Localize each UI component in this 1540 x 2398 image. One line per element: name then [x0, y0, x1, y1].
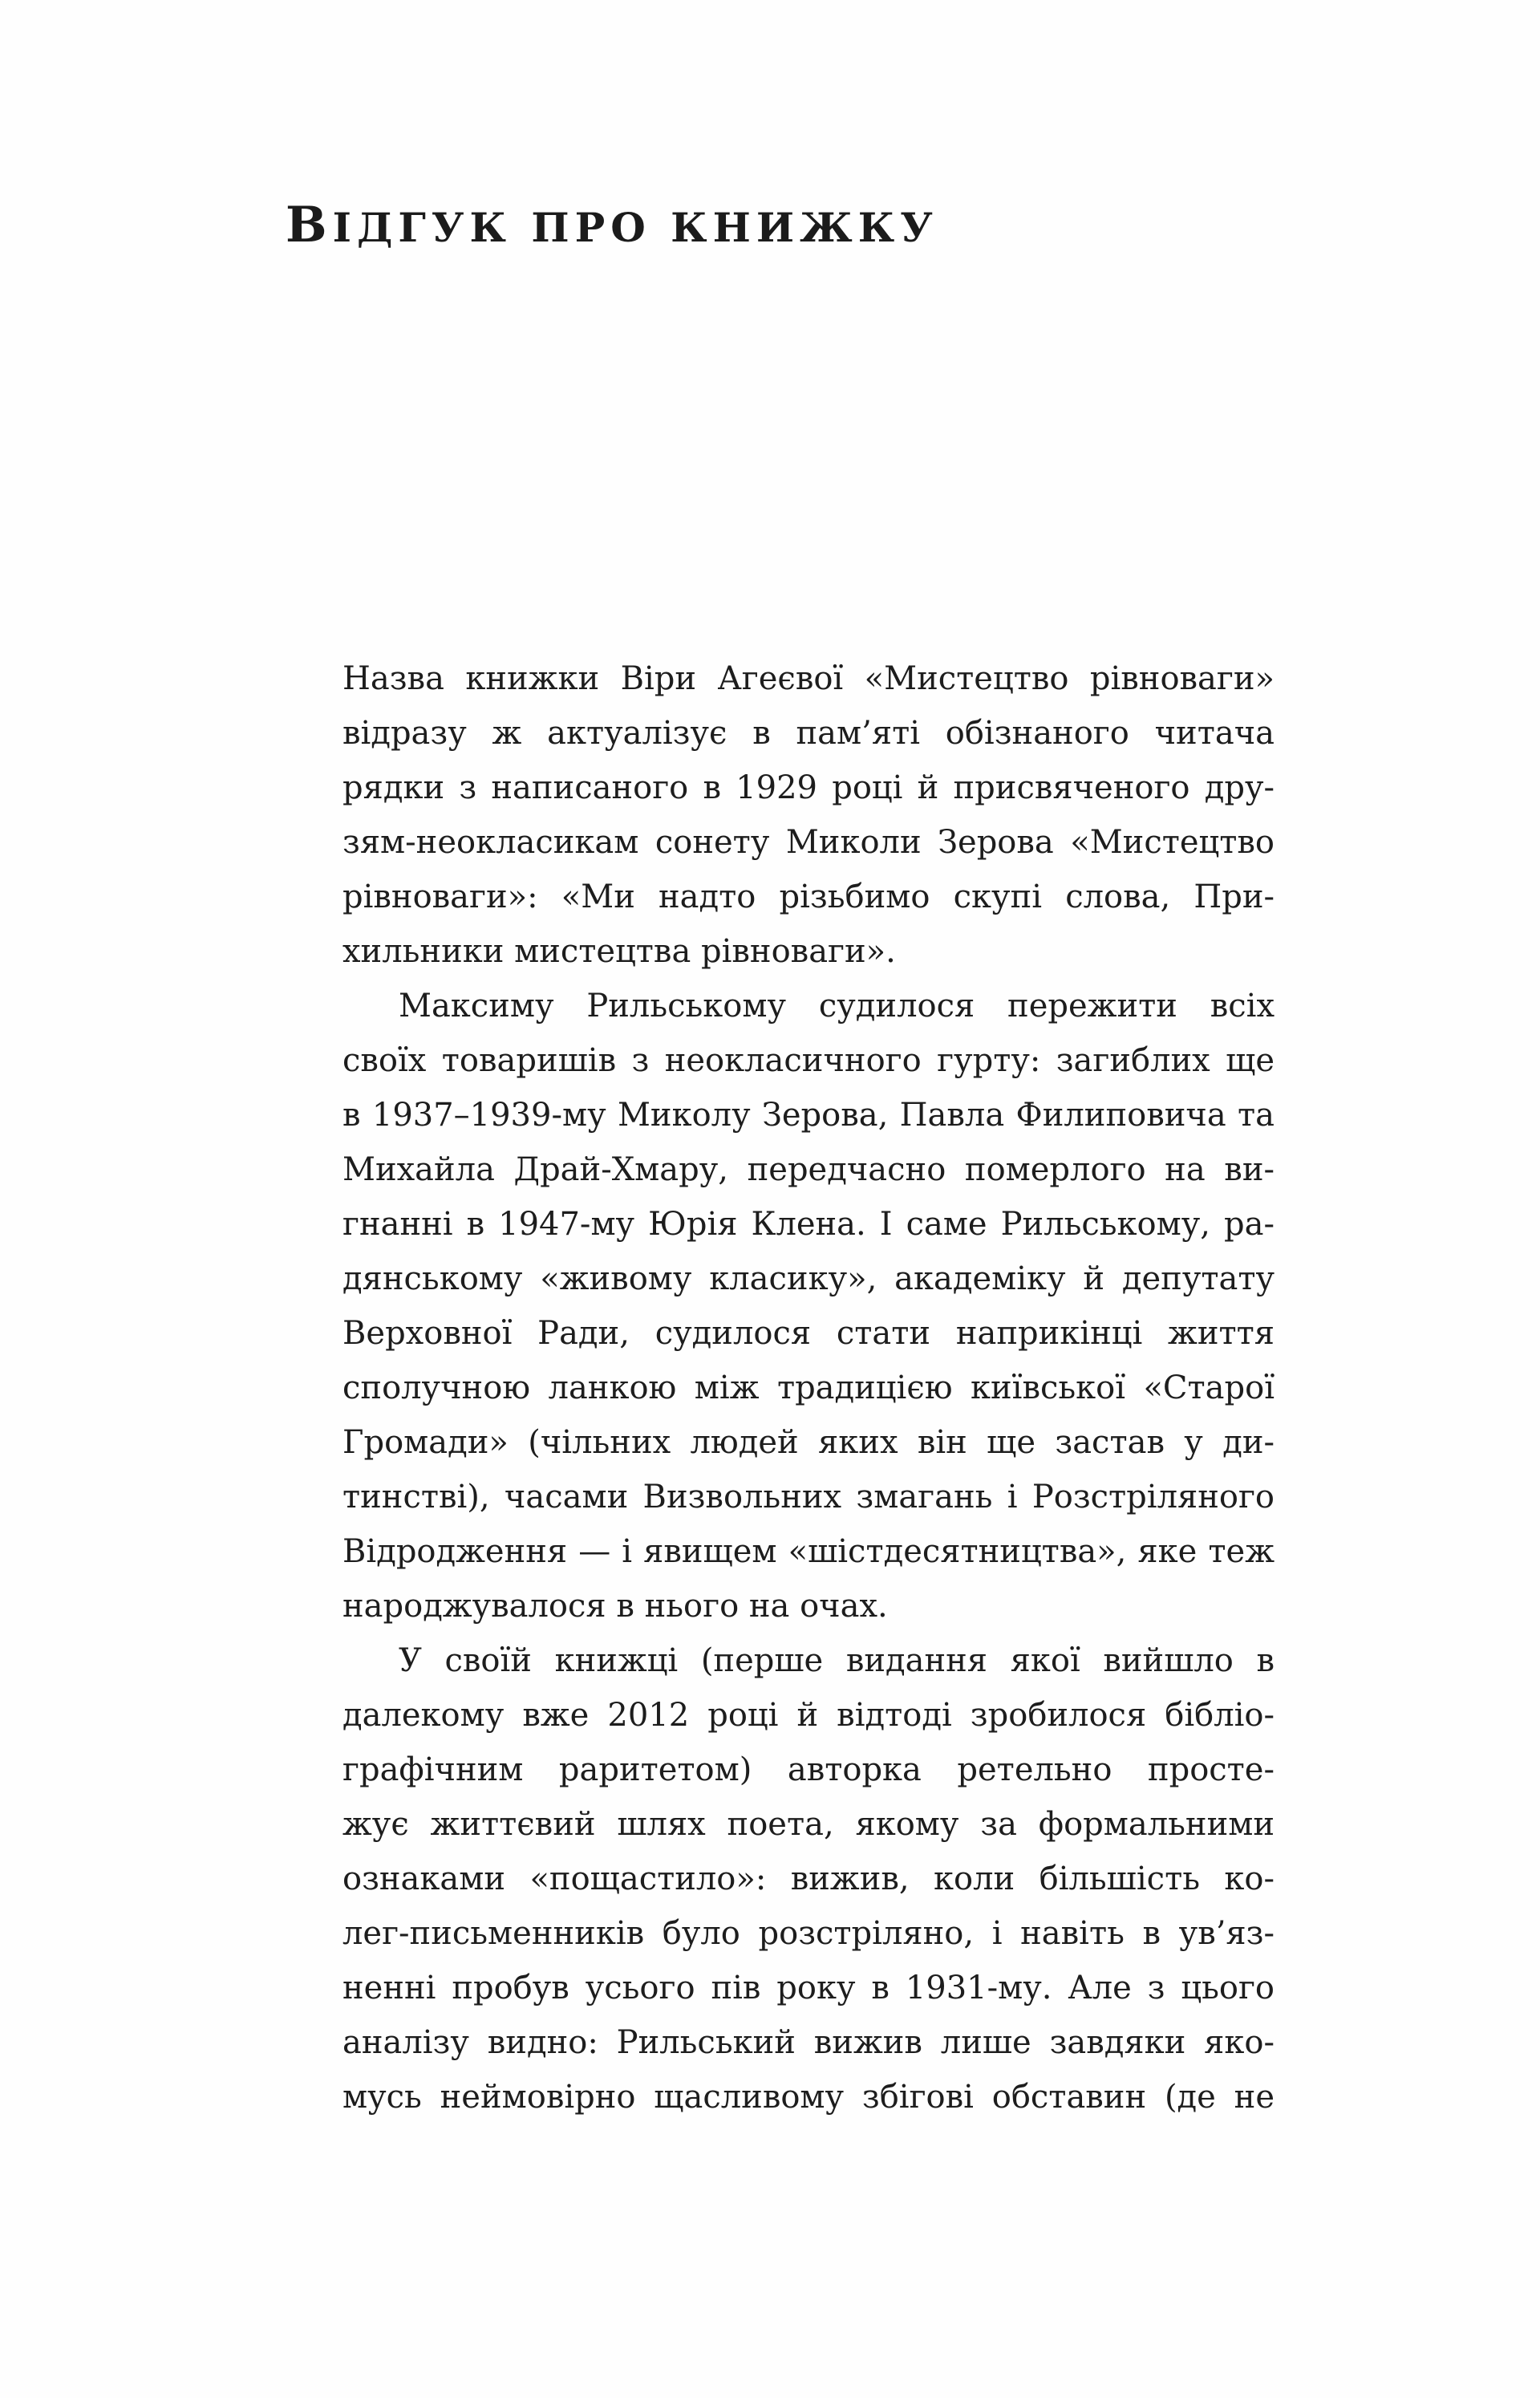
- text-line: Михайла Драй-Хмару, передчасно померлого на ви-: [342, 1151, 1275, 1188]
- text-line: графічним раритетом) авторка ретельно просте-: [342, 1751, 1275, 1788]
- text-line: відразу ж актуалізує в пам’яті обізнаного читача: [342, 715, 1275, 752]
- text-line: аналізу видно: Рильський вижив лише завдяки яко-: [342, 2024, 1275, 2061]
- text-line: Назва книжки Віри Агеєвої «Мистецтво рівноваги»: [342, 660, 1275, 697]
- text-line: У своїй книжці (перше видання якої вийшло в: [399, 1642, 1275, 1679]
- text-line: тинстві), часами Визвольних змагань і Розстріляного: [342, 1479, 1275, 1515]
- text-line: рядки з написаного в 1929 році й присвяченого дру-: [342, 769, 1275, 806]
- text-line: Відродження — і явищем «шістдесятництва», яке теж: [342, 1533, 1275, 1570]
- text-line: зям-неокласикам сонету Миколи Зерова «Мистецтво: [342, 824, 1275, 861]
- text-line: ненні пробув усього пів року в 1931-му. Але з цього: [342, 1970, 1275, 2006]
- chapter-title: ВІДГУК ПРО КНИЖКУ: [286, 197, 938, 254]
- text-line: народжувалося в нього на очах.: [342, 1588, 888, 1625]
- text-line: рівноваги»: «Ми надто різьбимо скупі слова, При-: [342, 878, 1275, 915]
- text-line: хильники мистецтва рівноваги».: [342, 933, 896, 970]
- text-line: мусь неймовірно щасливому збігові обставин (де не: [342, 2079, 1275, 2116]
- text-line: дянському «живому класику», академіку й депутату: [342, 1260, 1275, 1297]
- text-line: далекому вже 2012 році й відтоді зробилося бібліо-: [342, 1697, 1275, 1734]
- text-line: жує життєвий шлях поета, якому за формальними: [342, 1806, 1275, 1843]
- text-line: в 1937–1939-му Миколу Зерова, Павла Филиповича та: [342, 1097, 1275, 1134]
- text-line: Верховної Ради, судилося стати наприкінці життя: [342, 1315, 1275, 1352]
- text-line: Максиму Рильському судилося пережити всіх: [399, 988, 1275, 1025]
- text-line: Громади» (чільних людей яких він ще застав у ди-: [342, 1424, 1275, 1461]
- text-line: ознаками «пощастило»: вижив, коли більшість ко-: [342, 1860, 1275, 1897]
- text-line: сполучною ланкою між традицією київської «Старої: [342, 1369, 1275, 1406]
- text-line: гнанні в 1947-му Юрія Клена. І саме Рильському, ра-: [342, 1206, 1275, 1243]
- body-text: [342, 651, 1275, 2124]
- text-line: лег-письменників було розстріляно, і навіть в ув’яз-: [342, 1915, 1275, 1952]
- text-line: своїх товаришів з неокласичного гурту: загиблих ще: [342, 1042, 1275, 1079]
